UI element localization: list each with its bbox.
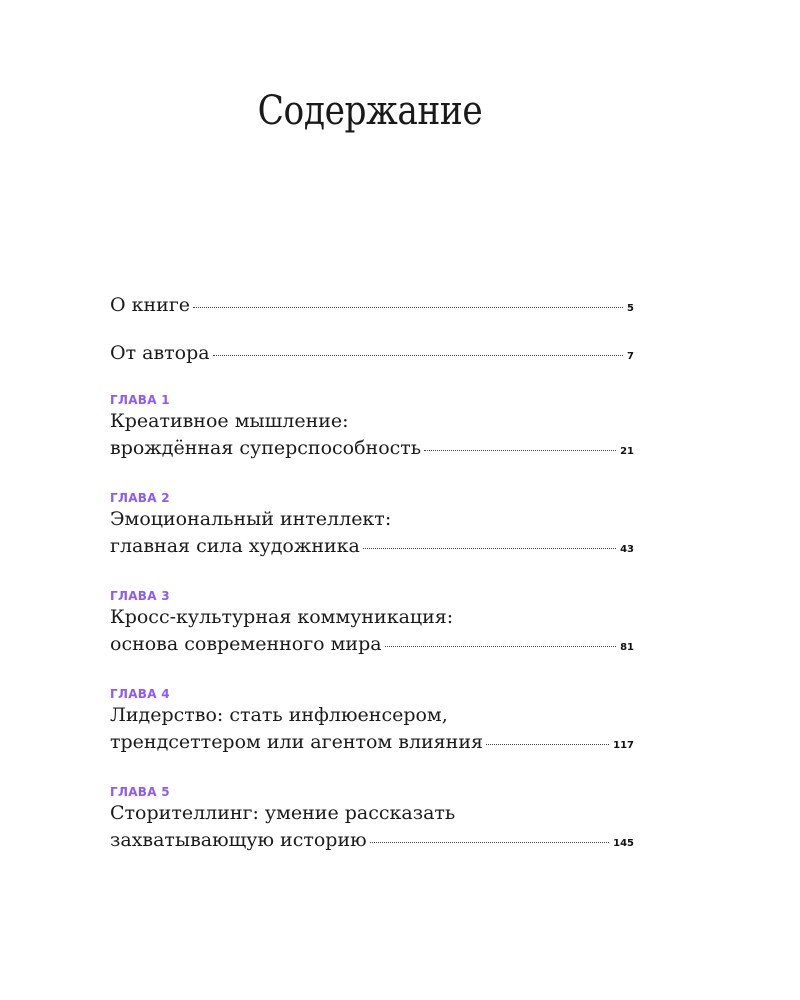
toc-page-number: 5 (627, 303, 634, 314)
toc-page-number: 145 (613, 838, 634, 849)
toc-entry-title: О книге (110, 294, 191, 316)
toc-entry-title-line-2: трендсеттером или агентом влияния (110, 731, 483, 753)
dot-leader (486, 744, 609, 745)
toc-entry-chapter-3[interactable] (110, 588, 634, 661)
page-title: Содержание (257, 88, 483, 134)
toc-entry-chapter-5[interactable] (110, 784, 634, 857)
toc-entry-title-line-1: Креативное мышление: (110, 410, 349, 432)
dot-leader (363, 548, 616, 549)
dot-leader (424, 450, 616, 451)
table-of-contents (110, 292, 634, 882)
chapter-label: ГЛАВА 3 (110, 589, 170, 603)
toc-entry-from-author[interactable] (110, 340, 634, 370)
toc-page-number: 117 (613, 740, 634, 751)
toc-entry-title-line-2: захватывающую историю (110, 829, 367, 851)
toc-entry-title-line-1: Сторителлинг: умение рассказать (110, 802, 456, 824)
chapter-label: ГЛАВА 4 (110, 687, 170, 701)
toc-page-number: 81 (620, 642, 634, 653)
toc-entry-title-line-2: основа современного мира (110, 633, 382, 655)
dot-leader (193, 307, 623, 308)
toc-entry-about-book[interactable] (110, 292, 634, 322)
toc-entry-title-line-1: Лидерство: стать инфлюенсером, (110, 704, 448, 726)
dot-leader (213, 355, 623, 356)
toc-entry-chapter-4[interactable] (110, 686, 634, 759)
chapter-label: ГЛАВА 5 (110, 785, 170, 799)
toc-entry-chapter-1[interactable] (110, 392, 634, 465)
dot-leader (385, 646, 616, 647)
dot-leader (370, 842, 609, 843)
toc-entry-title: От автора (110, 342, 210, 364)
chapter-label: ГЛАВА 1 (110, 393, 170, 407)
toc-entry-chapter-2[interactable] (110, 490, 634, 563)
toc-page-number: 21 (620, 446, 634, 457)
toc-entry-title-line-1: Кросс-культурная коммуникация: (110, 606, 454, 628)
toc-entry-title-line-2: главная сила художника (110, 535, 360, 557)
toc-page-number: 43 (620, 544, 634, 555)
toc-page-number: 7 (627, 351, 634, 362)
chapter-label: ГЛАВА 2 (110, 491, 170, 505)
toc-entry-title-line-1: Эмоциональный интеллект: (110, 508, 392, 530)
toc-entry-title-line-2: врождённая суперспособность (110, 437, 422, 459)
